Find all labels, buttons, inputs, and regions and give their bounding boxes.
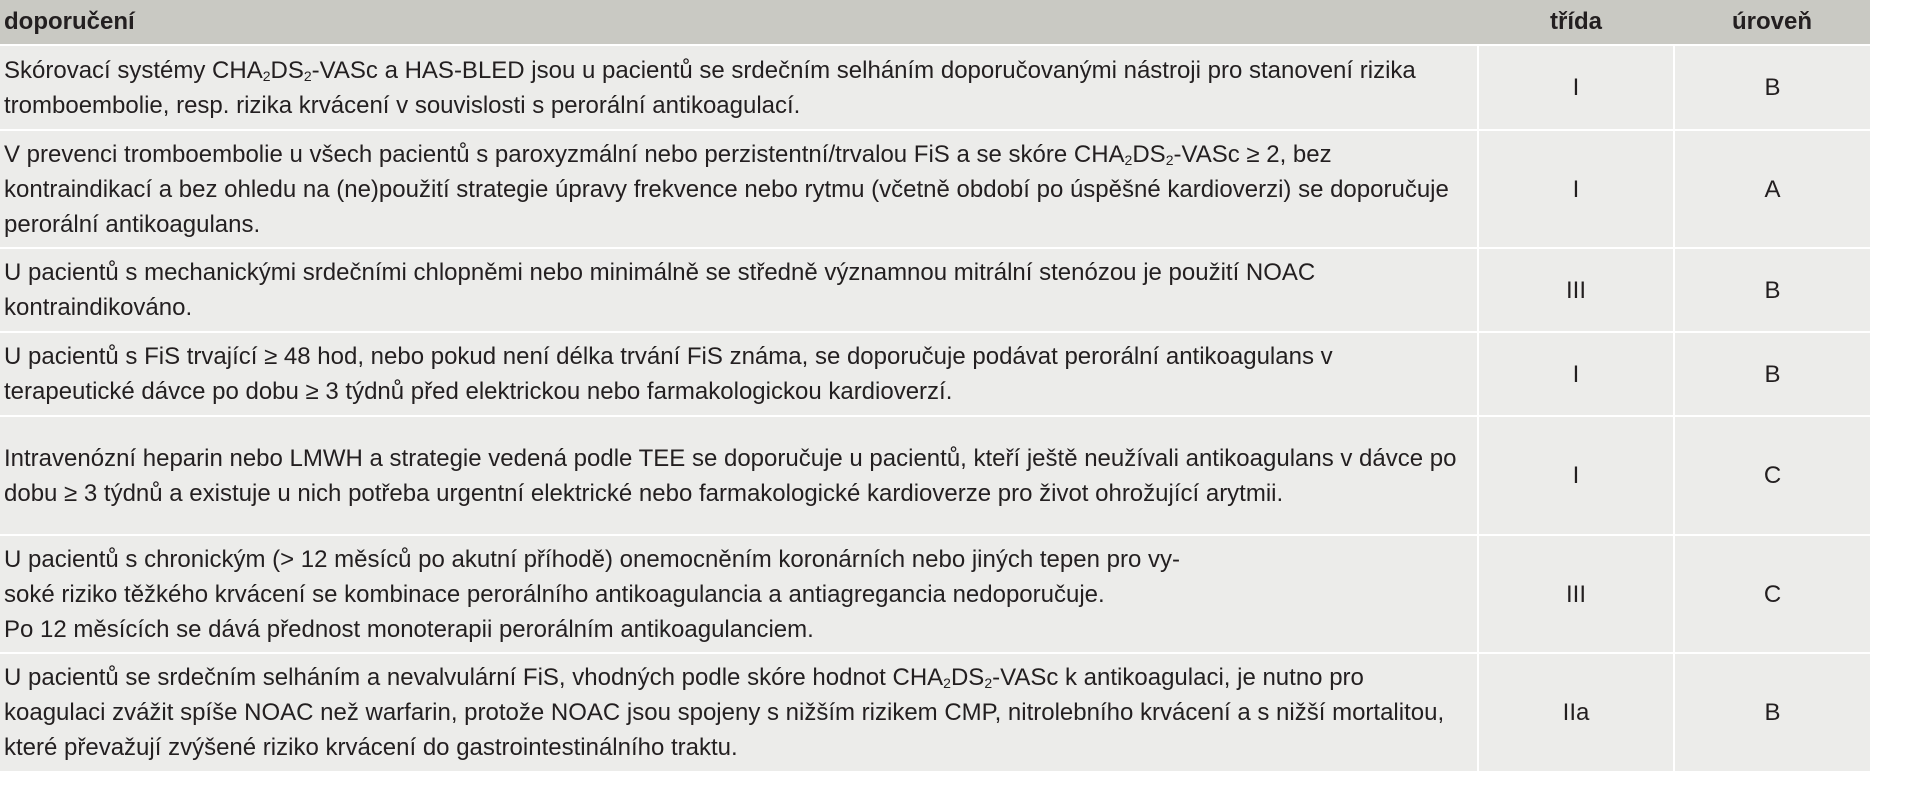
text-segment: V prevenci tromboembolie u všech pacientů s paroxyzmální nebo perzistentní/trvalou FiS a se skóre CHA (4, 140, 1125, 168)
text-segment: DS (270, 56, 304, 84)
subscript: 2 (1165, 151, 1174, 168)
header-row (0, 0, 1870, 45)
recommendation-text (0, 130, 1478, 248)
class-value: I (1478, 130, 1674, 248)
class-value: III (1478, 535, 1674, 653)
class-value: IIa (1478, 653, 1674, 771)
text-line: soké riziko těžkého krvácení se kombinace perorálního antikoagulancia a antiagregancia nedoporučuje. (4, 580, 1105, 608)
recommendation-text: U pacientů s FiS trvající ≥ 48 hod, nebo pokud není délka trvání FiS známa, se doporučuje podávat perorální antikoagulans v terapeutické dávce po dobu ≥ 3 týdnů před elektrickou nebo farmakologickou kardioverzí. (0, 332, 1478, 416)
class-value: I (1478, 332, 1674, 416)
text-segment: DS (950, 664, 985, 691)
table-row (0, 45, 1870, 130)
subscript: 2 (1124, 151, 1133, 168)
recommendation-text: Intravenózní heparin nebo LMWH a strategie vedená podle TEE se doporučuje u pacientů, kteří ještě neužívali antikoagulans v dávce po dobu ≥ 3 týdnů a existuje u nich potřeba urgentní elektrické nebo farmakologické kardioverze pro život ohrožující arytmii. (0, 416, 1478, 535)
text-segment: -VASc k antikoagulaci, je nutno pro koagulaci zvážit spíše NOAC než warfarin, protože NOAC jsou spojeny s nižším rizikem CMP, nitrolebního krvácení a s nižší mortalitou, které převažují zvýšené riziko krvácení do gastrointestinálního traktu. (4, 664, 1445, 761)
header-level: úroveň (1674, 0, 1870, 45)
level-value: B (1674, 45, 1870, 130)
text-segment: Skórovací systémy CHA (4, 56, 263, 84)
subscript: 2 (984, 675, 993, 691)
subscript: 2 (943, 675, 951, 691)
class-value: III (1478, 248, 1674, 332)
text-line: Po 12 měsících se dává přednost monoterapii perorálním antikoagulanciem. (4, 615, 814, 643)
text-line: U pacientů s chronickým (> 12 měsíců po akutní příhodě) onemocněním koronárních nebo jiných tepen pro vy- (4, 545, 1180, 573)
header-class: třída (1478, 0, 1674, 45)
table-row (0, 332, 1870, 416)
level-value: A (1674, 130, 1870, 248)
table-row (0, 248, 1870, 332)
level-value: B (1674, 332, 1870, 416)
class-value: I (1478, 45, 1674, 130)
level-value: C (1674, 416, 1870, 535)
recommendation-text (0, 45, 1478, 130)
level-value: C (1674, 535, 1870, 653)
recommendation-text (0, 535, 1478, 653)
level-value: B (1674, 653, 1870, 771)
table-row (0, 653, 1870, 771)
text-segment: U pacientů se srdečním selháním a nevalvulární FiS, vhodných podle skóre hodnot CHA (4, 664, 944, 691)
table-row (0, 130, 1870, 248)
table-row (0, 535, 1870, 653)
recommendation-text (0, 653, 1478, 771)
text-segment: -VASc ≥ 2, bez kontraindikací a bez ohledu na (ne)použití strategie úpravy frekvence nebo rytmu (včetně období po úspěšné kardioverzi) se doporučuje perorální antikoagulans. (4, 140, 1449, 238)
class-value: I (1478, 416, 1674, 535)
recommendation-text: U pacientů s mechanickými srdečními chlopněmi nebo minimálně se středně významnou mitrální stenózou je použití NOAC kontraindikováno. (0, 248, 1478, 332)
text-segment: DS (1132, 140, 1166, 168)
subscript: 2 (262, 67, 271, 84)
text-segment: -VASc a HAS-BLED jsou u pacientů se srdečním selháním doporučovanými nástroji pro stanovení rizika tromboembolie, resp. rizika krvácení v souvislosti s perorální antikoagulací. (4, 56, 1416, 119)
table-row (0, 416, 1870, 535)
header-recommendation: doporučení (0, 0, 1478, 45)
level-value: B (1674, 248, 1870, 332)
subscript: 2 (303, 67, 312, 84)
